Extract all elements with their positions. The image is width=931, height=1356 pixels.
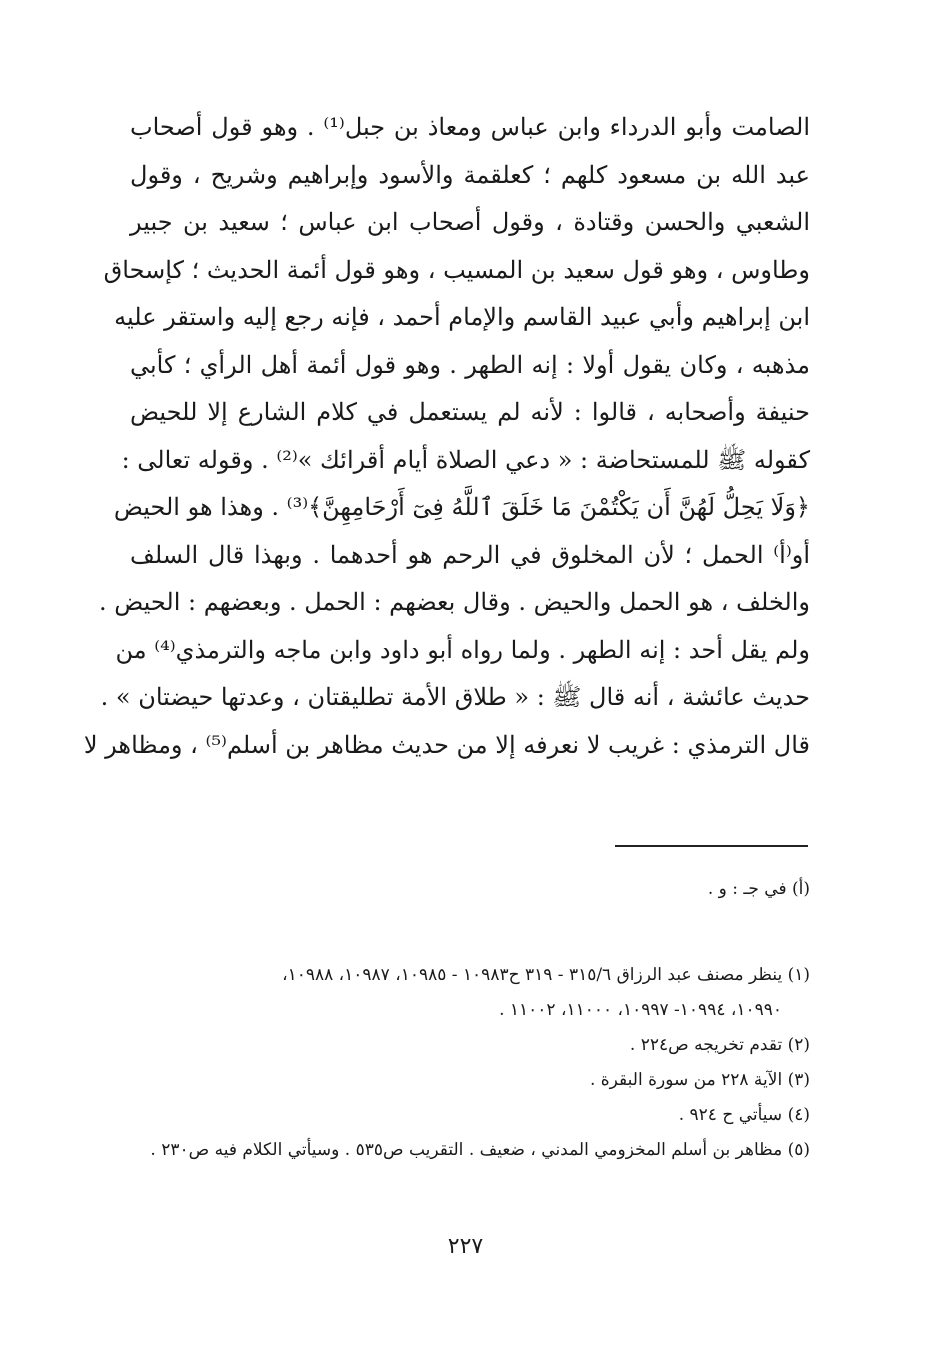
footnote-4: (٤) سيأتي ح ٩٢٤ . [678, 1105, 810, 1125]
footnote-divider [615, 845, 808, 847]
text-line: الشعبي والحسن وقتادة ، وقول أصحاب ابن عباس ؛ سعيد بن جبير [130, 208, 810, 236]
footnote-3: (٣) الآية ٢٢٨ من سورة البقرة . [589, 1070, 810, 1090]
footnotes [140, 958, 810, 1168]
text-line: قال الترمذي : غريب لا نعرفه إلا من حديث مظاهر بن أسلم⁽⁵⁾ ، ومظاهر لا [83, 730, 810, 759]
text-line: كقوله ﷺ للمستحاضة : « دعي الصلاة أيام أقرائك »⁽²⁾ . وقوله تعالى : [121, 445, 810, 474]
page-number: ٢٢٧ [447, 1234, 484, 1259]
text-line: والخلف ، هو الحمل والحيض . وقال بعضهم : الحمل . وبعضهم : الحيض . [99, 588, 810, 616]
text-line: ابن إبراهيم وأبي عبيد القاسم والإمام أحمد ، فإنه رجع إليه واستقر عليه [114, 303, 810, 331]
variant-note-line: (أ) في جـ : و . [707, 879, 810, 899]
footnote-1-continued: ١٠٩٩٠، ١٠٩٩٤- ١٠٩٩٧، ١١٠٠٠، ١١٠٠٢ . [499, 1000, 782, 1020]
main-text [83, 104, 810, 769]
footnote-1: (١) ينظر مصنف عبد الرزاق ٣١٥/٦ - ٣١٩ ح١٠٩٨٣ - ١٠٩٨٥، ١٠٩٨٧، ١٠٩٨٨، [282, 965, 810, 985]
text-line: عبد الله بن مسعود كلهم ؛ كعلقمة والأسود وإبراهيم وشريح ، وقول [130, 160, 810, 189]
text-line: ولم يقل أحد : إنه الطهر . ولما رواه أبو داود وابن ماجه والترمذي⁽⁴⁾ من [115, 635, 810, 664]
text-line: حديث عائشة ، أنه قال ﷺ : « طلاق الأمة تطليقتان ، وعدتها حيضتان » . [100, 683, 810, 711]
variant-note [140, 872, 810, 907]
footnote-2: (٢) تقدم تخريجه ص٢٢٤ . [629, 1035, 810, 1055]
footnote-5: (٥) مظاهر بن أسلم المخزومي المدني ، ضعيف . التقريب ص٥٣٥ . وسيأتي الكلام فيه ص٢٣٠ . [150, 1140, 810, 1160]
text-line: مذهبه ، وكان يقول أولا : إنه الطهر . وهو قول أئمة أهل الرأي ؛ كأبي [130, 350, 810, 379]
quran-verse-line: ﴿وَلَا يَحِلُّ لَهُنَّ أَن يَكْتُمْنَ مَا خَلَقَ ٱللَّهُ فِىٓ أَرْحَامِهِنَّ﴾⁽³⁾ . وهذا هو الحيض [113, 493, 810, 521]
text-line: وطاوس ، وهو قول سعيد بن المسيب ، وهو قول أئمة الحديث ؛ كإسحاق [103, 255, 810, 284]
text-line: أو⁽أ⁾ الحمل ؛ لأن المخلوق في الرحم هو أحدهما . وبهذا قال السلف [130, 540, 810, 569]
text-line: حنيفة وأصحابه ، قالوا : لأنه لم يستعمل في كلام الشارع إلا للحيض [130, 398, 810, 426]
text-line: الصامت وأبو الدرداء وابن عباس ومعاذ بن جبل⁽¹⁾ . وهو قول أصحاب [130, 113, 810, 141]
